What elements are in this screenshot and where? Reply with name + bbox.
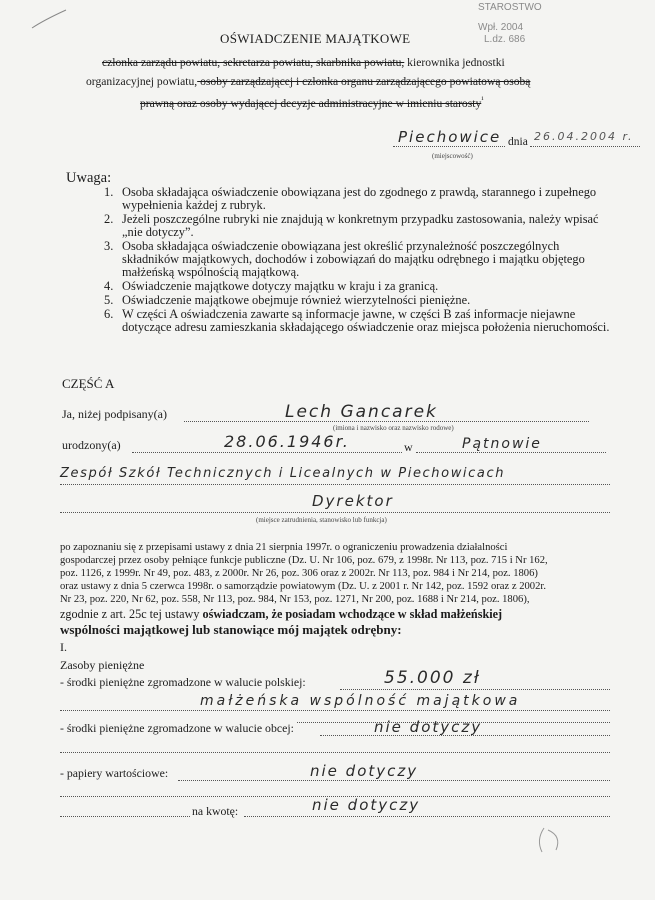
born-in-label: w [404,440,413,454]
date-handwritten: 26.04.2004 r. [534,130,634,143]
legal-line-2: gospodarczej przez osoby pełniące funkcje publiczne (Dz. U. Nr 106, poz. 679, z 1998r. Nr 113, poz. 715 i Nr 162, [60,555,548,566]
role-struck-3: prawną oraz osoby wydającej decyzje administracyjne w imieniu starosty [140,96,482,110]
name-handwritten: Lech Gancarek [285,402,438,422]
notes-heading: Uwaga: [66,170,112,186]
stamp-line-1: STAROSTWO [478,2,542,13]
securities-label: - papiery wartościowe: [60,766,169,780]
securities-value-handwritten: nie dotyczy [310,762,419,780]
position-caption: (miejsce zatrudnienia, stanowisko lub funkcja) [256,516,387,524]
workplace-dotline [60,484,610,485]
amount-dotline [244,816,610,817]
note-item: 5. Oświadczenie majątkowe obejmuje również wierzytelności pieniężne. [104,293,471,307]
legal-line-1: po zapoznaniu się z przepisami ustawy z dnia 21 sierpnia 1997r. o ograniczeniu prowadzenia działalności [60,542,508,553]
corner-mark [30,8,70,32]
part-a-heading: CZĘŚĆ A [62,376,115,391]
date-label: dnia [508,136,528,148]
role-kept-2: organizacyjnej powiatu, [86,75,198,88]
legal-line-3: poz. 1126, z 1999r. Nr 49, poz. 483, z 2000r. Nr 26, poz. 306 oraz z 2002r. Nr 113, poz. 984 i Nr 214, poz. 1806) [60,568,538,579]
place-dotline [393,146,505,147]
note-item: 4. Oświadczenie majątkowe dotyczy majątku w kraju i za granicą. [104,279,439,293]
amount-label: na kwotę: [192,804,239,818]
section-roman: I. [60,640,67,654]
footnote-mark: ¹ [481,95,484,104]
pln-note-dotline [60,710,610,711]
document-title: OŚWIADCZENIE MAJĄTKOWE [220,31,411,46]
role-line-1 [102,56,505,69]
role-line-2 [86,75,530,88]
born-date-dotline [132,452,402,453]
note-item: 6. W części A oświadczenia zawarte są informacje jawne, w części B zaś informacje niejawne dotyczące adresu zamieszkania składającego oświadczenie oraz miejsca położenia nieruchomości. [104,307,610,334]
born-date-handwritten: 28.06.1946r. [224,432,350,451]
amount-leading-dotline [60,816,190,817]
legal-line-5: Nr 23, poz. 220, Nr 62, poz. 558, Nr 113, poz. 984, Nr 153, poz. 1271, Nr 200, poz. 1688 i Nr 214, poz. 1806), [60,594,530,605]
legal-line-4: oraz ustawy z dnia 5 czerwca 1998r. o samorządzie powiatowym (Dz. U. z 2001 r. Nr 142, poz. 1592 oraz z 2002r. [60,581,546,592]
role-struck-2: osoby zarządzającej i członka organu zarządzającego powiatową osobą [197,75,531,88]
position-dotline [60,512,610,513]
born-place-handwritten: Pątnowie [462,436,542,452]
securities-dotline [178,780,610,781]
note-item: 3. Osoba składająca oświadczenie obowiązana jest określić przynależność poszczególnych składników majątkowych, dochodów i zobowiązań do majątku odrębnego i majątku objętego małżeńską wspólnością majątkową. [104,239,585,279]
place-handwritten: Piechowice [398,128,502,146]
pln-dotline [340,689,610,690]
name-caption: (imiona i nazwisko oraz nazwisko rodowe) [333,424,454,432]
role-line-3 [140,95,484,110]
declaration-line-2: wspólności majątkowej lub stanowiące mój majątek odrębny: [60,622,402,637]
name-label: Ja, niżej podpisany(a) [62,407,167,421]
pln-label: - środki pieniężne zgromadzone w walucie polskiej: [60,675,306,689]
note-item: 2. Jeżeli poszczególne rubryki nie znajdują w konkretnym przypadku zastosowania, należy wpisać „nie dotyczy”. [104,212,599,239]
foreign-label: - środki pieniężne zgromadzone w walucie obcej: [60,721,294,735]
pln-note-handwritten: małżeńska wspólność majątkowa [200,693,521,709]
foreign-value-handwritten: nie dotyczy [374,718,483,736]
workplace-handwritten: Zespół Szkół Technicznych i Licealnych w Piechowicach [60,466,506,481]
stamp-line-2: Wpł. 2004 [478,22,524,33]
born-place-dotline [416,452,606,453]
amount-value-handwritten: nie dotyczy [312,796,421,814]
registry-stamp [478,2,542,46]
declaration-line-1: zgodnie z art. 25c tej ustawy oświadczam, że posiadam wchodzące w skład małżeńskiej [60,607,503,621]
initials-mark [532,822,572,858]
position-handwritten: Dyrektor [312,492,394,510]
date-dotline [530,146,640,147]
stamp-line-3: L.dz. 686 [484,34,526,45]
role-struck-1: członka zarządu powiatu, sekretarza powiatu, skarbnika powiatu, [102,56,405,69]
section-heading: Zasoby pieniężne [60,658,145,672]
notes-list [104,186,619,335]
pln-value-handwritten: 55.000 zł [384,668,481,688]
blank-dotline-2 [60,752,610,753]
note-item: 1. Osoba składająca oświadczenie obowiązana jest do zgodnego z prawdą, starannego i zupełnego wypełnienia każdej z rubryk. [104,185,597,212]
place-caption: (miejscowość) [432,152,473,160]
born-label: urodzony(a) [62,438,121,452]
role-kept-1: kierownika jednostki [404,56,505,69]
